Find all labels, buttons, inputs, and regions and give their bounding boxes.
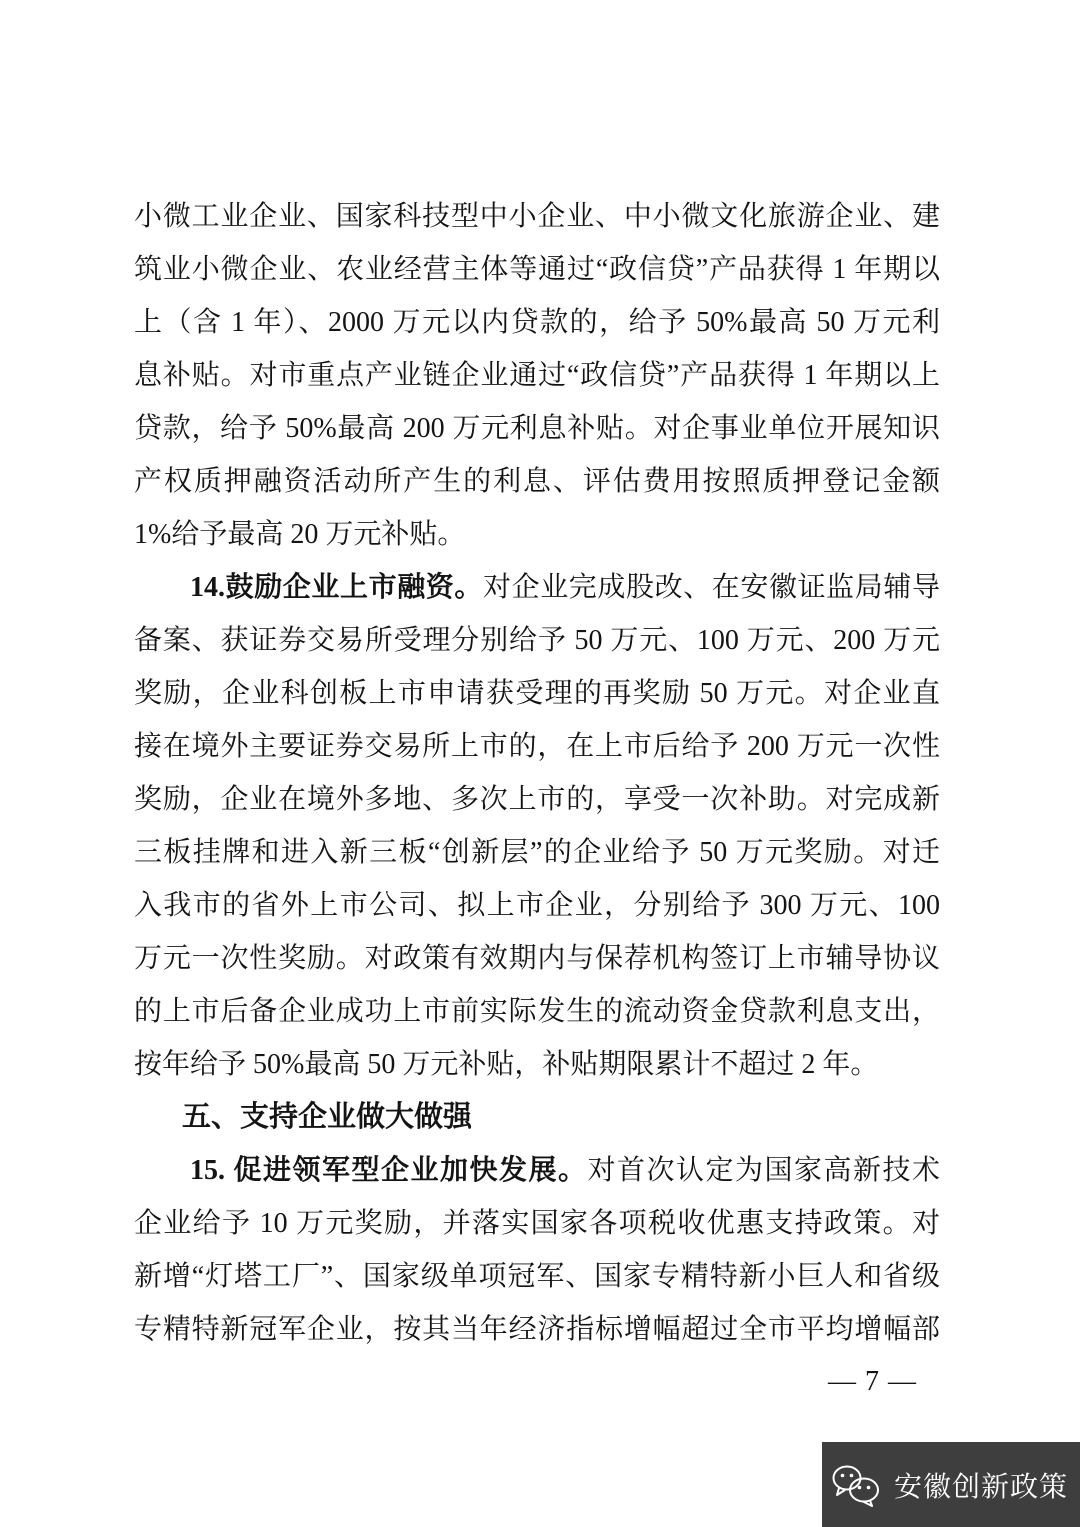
text-line [134,826,940,879]
section-heading [134,1091,940,1144]
text-line [134,243,940,296]
text-line [134,667,940,720]
line-text: 息补贴。对市重点产业链企业通过“政信贷”产品获得 1 年期以上 [134,360,940,391]
line-text: 小微工业企业、国家科技型中小企业、中小微文化旅游企业、建 [134,201,940,232]
page-number: — 7 — [828,1366,917,1397]
text-line [134,985,940,1038]
text-line [134,296,940,349]
line-text: 1%给予最高 20 万元补贴。 [134,519,466,550]
line-text: 按年给予 50%最高 50 万元补贴，补贴期限累计不超过 2 年。 [134,1049,879,1080]
watermark-text: 安徽创新政策 [894,1470,1069,1502]
line-text: 奖励，企业科创板上市申请获受理的再奖励 50 万元。对企业直 [134,678,940,709]
item-title: 15. 促进领军型企业加快发展。 [190,1155,588,1186]
text-line [134,508,940,561]
text-line [134,720,940,773]
text-line [134,773,940,826]
text-line [134,1197,940,1250]
line-text: 产权质押融资活动所产生的利息、评估费用按照质押登记金额 [134,466,940,497]
document-text-block [134,190,940,1356]
text-line [134,455,940,508]
text-line [134,349,940,402]
line-text: 三板挂牌和进入新三板“创新层”的企业给予 50 万元奖励。对迁 [134,837,940,868]
line-text: 接在境外主要证券交易所上市的，在上市后给予 200 万元一次性 [134,731,940,762]
line-text: 专精特新冠军企业，按其当年经济指标增幅超过全市平均增幅部 [134,1314,940,1345]
line-text: 对首次认定为国家高新技术 [587,1155,940,1186]
text-line [134,402,940,455]
line-text: 奖励，企业在境外多地、多次上市的，享受一次补助。对完成新 [134,784,940,815]
text-line [134,190,940,243]
line-text: 上（含 1 年）、2000 万元以内贷款的，给予 50%最高 50 万元利 [134,307,940,338]
text-line [134,614,940,667]
text-line [134,1038,940,1091]
text-line [134,1144,940,1197]
line-text: 新增“灯塔工厂”、国家级单项冠军、国家专精特新小巨人和省级 [134,1261,940,1292]
line-text: 筑业小微企业、农业经营主体等通过“政信贷”产品获得 1 年期以 [134,254,940,285]
text-line [134,1250,940,1303]
wechat-icon [830,1463,882,1507]
line-text: 的上市后备企业成功上市前实际发生的流动资金贷款利息支出， [134,996,940,1027]
text-line [134,1303,940,1356]
wechat-watermark-bar [822,1442,1080,1527]
line-text: 备案、获证券交易所受理分别给予 50 万元、100 万元、200 万元 [134,625,940,656]
line-text: 万元一次性奖励。对政策有效期内与保荐机构签订上市辅导协议 [134,943,940,974]
line-text: 入我市的省外上市公司、拟上市企业，分别给予 300 万元、100 [134,890,940,921]
line-text: 对企业完成股改、在安徽证监局辅导 [483,572,940,603]
text-line [134,879,940,932]
text-line [134,561,940,614]
line-text: 企业给予 10 万元奖励，并落实国家各项税收优惠支持政策。对 [134,1208,940,1239]
line-text: 五、支持企业做大做强 [182,1101,473,1133]
text-line [134,932,940,985]
item-title: 14.鼓励企业上市融资。 [190,572,483,603]
line-text: 贷款，给予 50%最高 200 万元利息补贴。对企事业单位开展知识 [134,413,940,444]
